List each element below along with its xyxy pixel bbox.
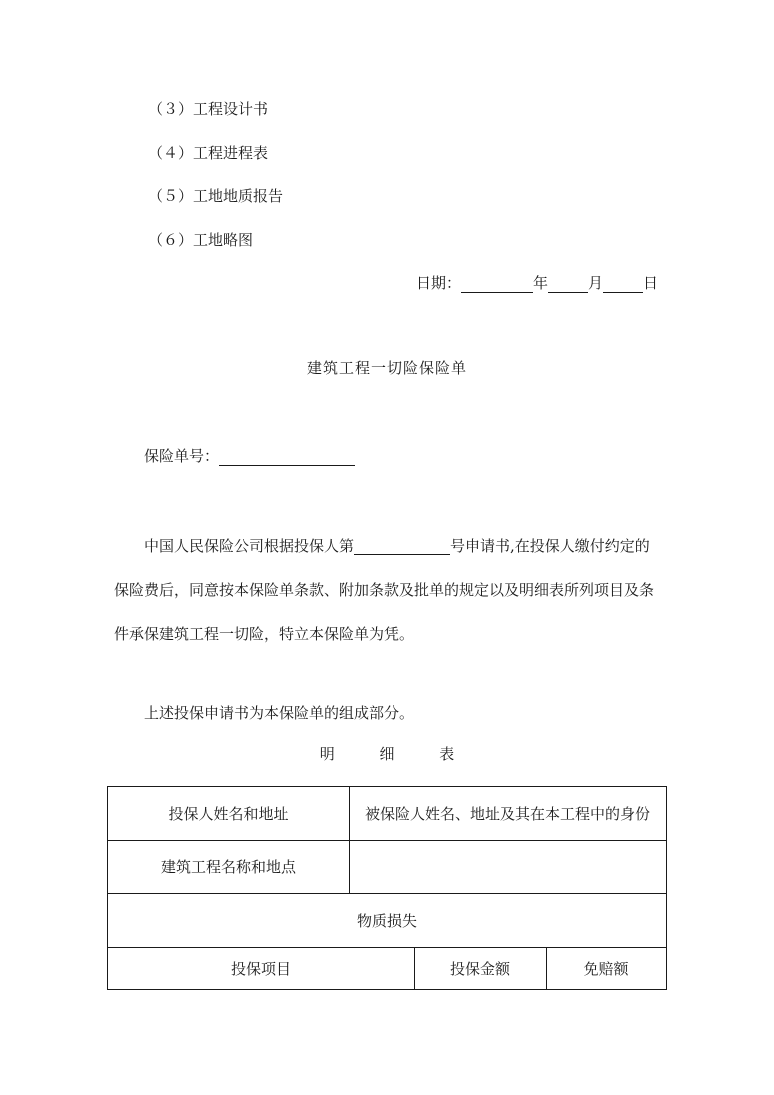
paragraph-1 (144, 524, 660, 568)
policy-number-label: 保险单号： (144, 447, 220, 465)
cell-insured-items: 投保项目 (230, 959, 291, 978)
date-month-label: 月 (587, 274, 603, 292)
date-month-blank[interactable] (548, 276, 588, 293)
table-title-char-1: 明 (319, 745, 335, 763)
attachment-item-6: （６）工地略图 (148, 231, 254, 249)
cell-project-name-value[interactable] (349, 840, 666, 893)
table-title (0, 744, 774, 764)
table-title-char-2: 细 (379, 745, 395, 763)
paragraph-2: 上述投保申请书为本保险单的组成部分。 (144, 704, 415, 722)
attachment-item-5: （５）工地地质报告 (148, 187, 284, 205)
application-number-blank[interactable] (354, 538, 450, 555)
paragraph-1-part2: 号申请书,在投保人缴付约定的 (450, 537, 650, 555)
document-title: 建筑工程一切险保险单 (306, 359, 467, 377)
attachment-item-4: （４）工程进程表 (148, 144, 269, 162)
policy-number-line (144, 446, 355, 466)
paragraph-1-continuation: 保险费后，同意按本保险单条款、附加条款及批单的规定以及明细表所列项目及条件承保建筑工程一切险，特立本保险单为凭。 (114, 581, 655, 643)
date-day-blank[interactable] (603, 276, 643, 293)
cell-deductible: 免赔额 (583, 959, 629, 978)
attachment-item-3: （３）工程设计书 (148, 100, 269, 118)
date-label: 日期： (415, 274, 461, 292)
cell-insured-applicant: 投保人姓名和地址 (168, 805, 289, 823)
policy-number-blank[interactable] (219, 449, 355, 466)
date-year-label: 年 (532, 274, 548, 292)
schedule-table (107, 786, 667, 990)
cell-material-damage: 物质损失 (356, 911, 417, 930)
cell-insured-amount: 投保金额 (449, 959, 510, 978)
cell-insured-person: 被保险人姓名、地址及其在本工程中的身份 (364, 805, 650, 823)
date-year-blank[interactable] (461, 276, 533, 293)
date-line (416, 273, 658, 293)
table-title-char-3: 表 (439, 745, 455, 763)
paragraph-1-part1: 中国人民保险公司根据投保人第 (144, 537, 355, 555)
cell-project-name: 建筑工程名称和地点 (160, 858, 296, 876)
date-day-label: 日 (642, 274, 658, 292)
